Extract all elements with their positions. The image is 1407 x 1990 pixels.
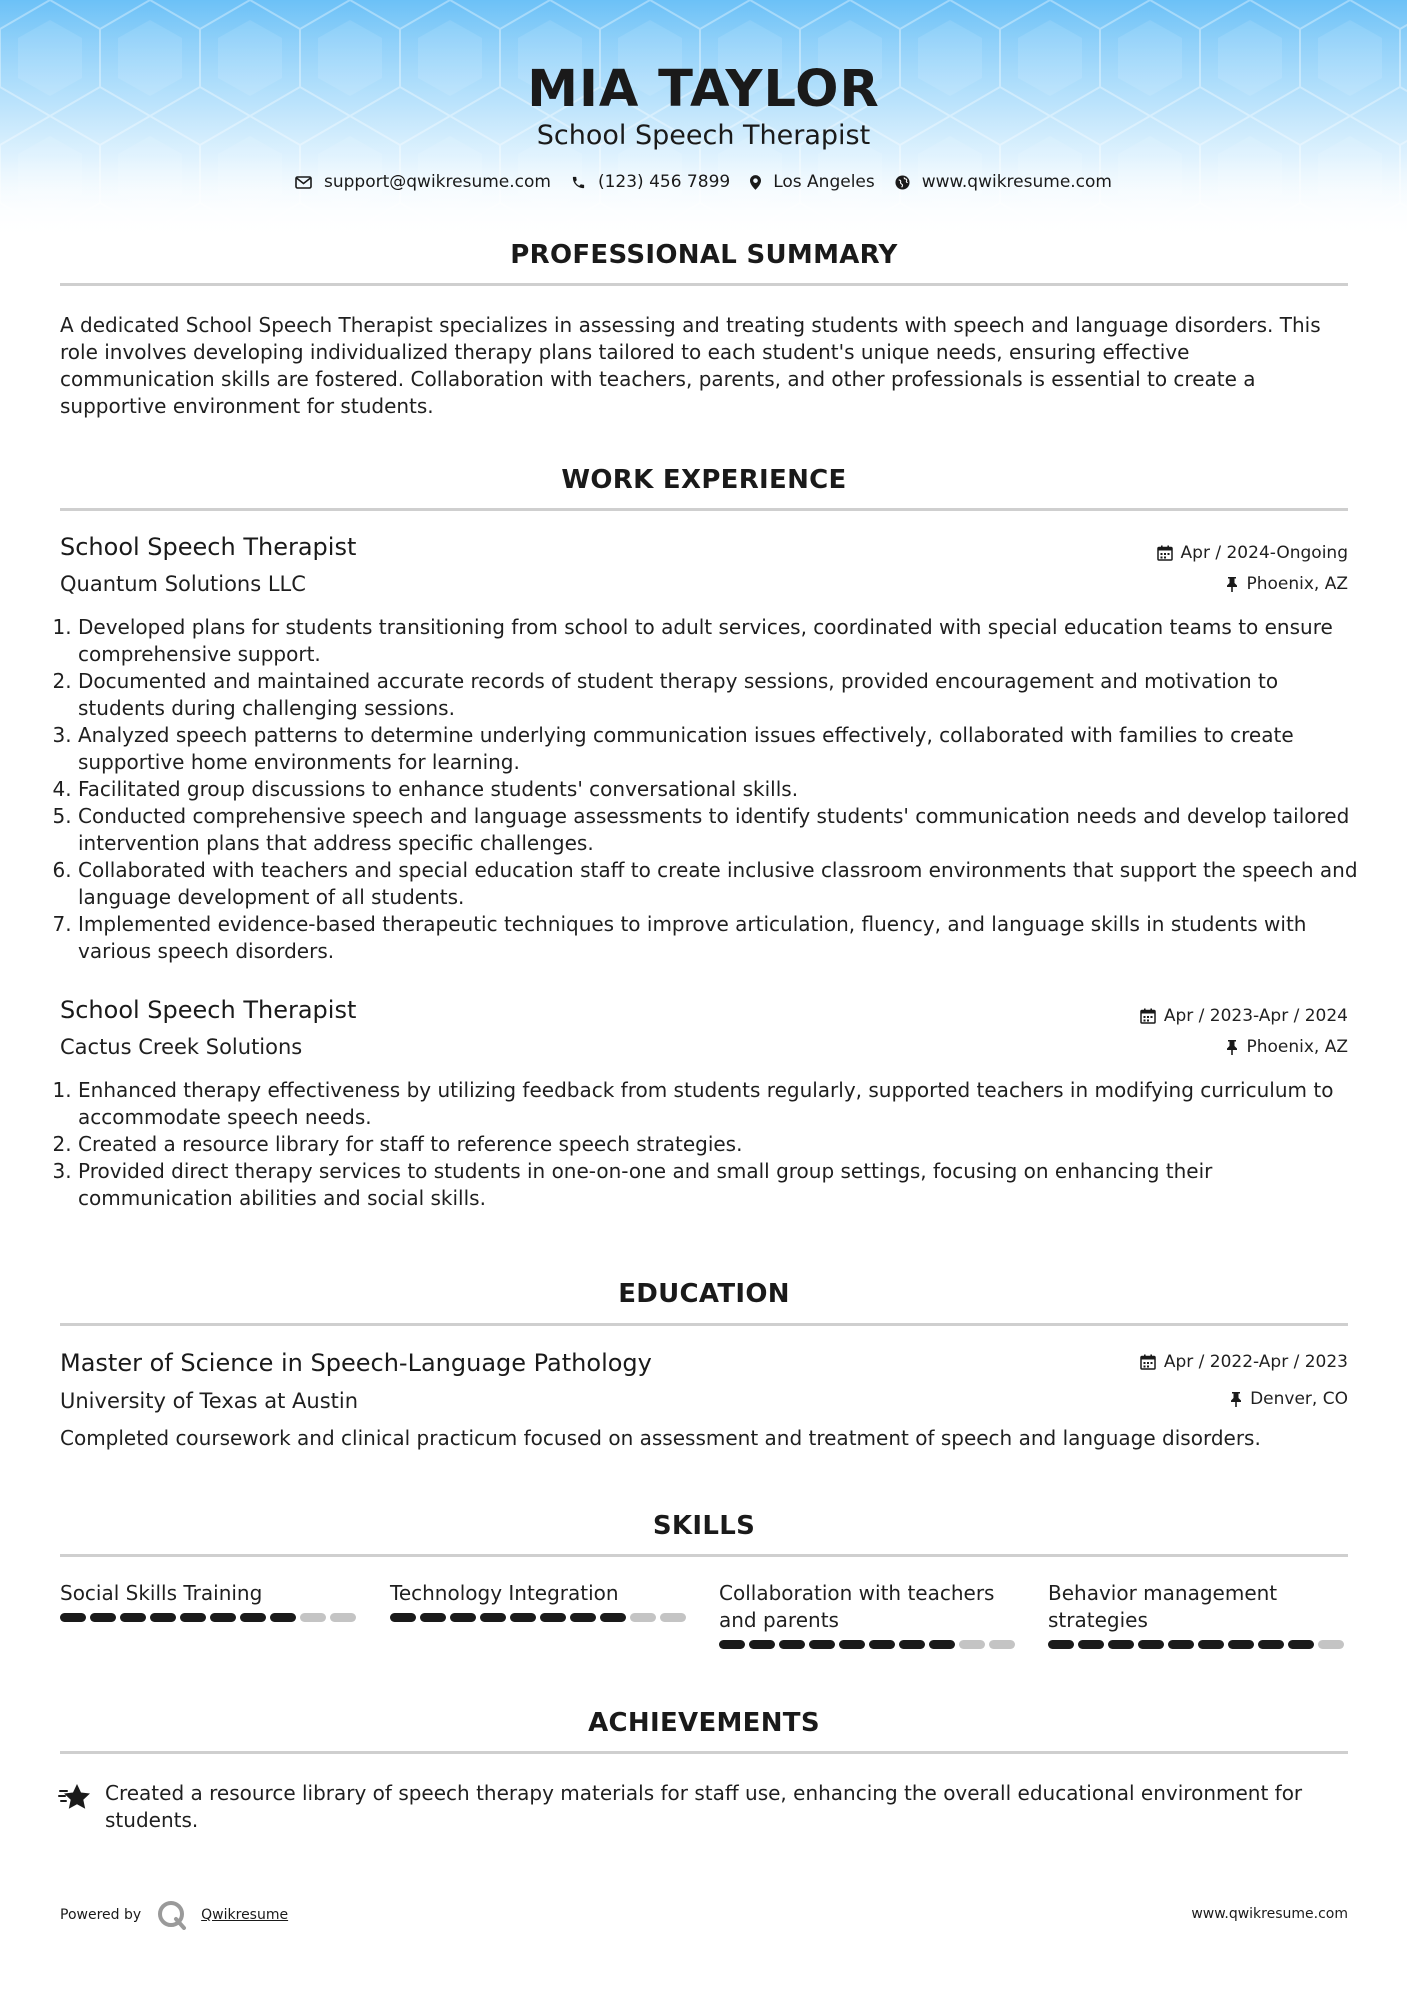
email-text: support@qwikresume.com bbox=[324, 172, 551, 192]
pushpin-icon bbox=[1226, 576, 1238, 592]
skill-segment-filled bbox=[90, 1613, 116, 1622]
contact-location bbox=[750, 172, 875, 192]
summary-heading: PROFESSIONAL SUMMARY bbox=[510, 240, 898, 270]
skill-segment-filled bbox=[390, 1613, 416, 1622]
star-award-icon bbox=[58, 1783, 92, 1815]
skill-segment-filled bbox=[1258, 1640, 1284, 1649]
skill-segment-filled bbox=[1288, 1640, 1314, 1649]
skill-segment-empty bbox=[300, 1613, 326, 1622]
list-item: 2. Documented and maintained accurate records of student therapy sessions, provided encouragement and motivation to students during challenging sessions. bbox=[78, 668, 1368, 722]
section-divider bbox=[60, 1751, 1348, 1754]
skill-segment-filled bbox=[809, 1640, 835, 1649]
skill-segment-filled bbox=[210, 1613, 236, 1622]
skill-segment-filled bbox=[1168, 1640, 1194, 1649]
section-divider bbox=[60, 1554, 1348, 1557]
skill-name: Social Skills Training bbox=[60, 1581, 263, 1605]
skill-segment-filled bbox=[600, 1613, 626, 1622]
skill-segment-filled bbox=[1048, 1640, 1074, 1649]
skill-level-bar bbox=[390, 1613, 690, 1622]
skill-name: Collaboration with teachers and parents bbox=[719, 1581, 995, 1632]
school-name: University of Texas at Austin bbox=[60, 1389, 359, 1413]
pushpin-icon bbox=[1226, 1039, 1238, 1055]
location-text: Los Angeles bbox=[773, 172, 875, 192]
list-item: 3. Provided direct therapy services to students in one-on-one and small group settings, focusing on enhancing their communication abilities and social skills. bbox=[78, 1158, 1368, 1212]
skill-segment-filled bbox=[719, 1640, 745, 1649]
job-dates bbox=[1140, 1006, 1348, 1026]
skill-segment-filled bbox=[480, 1613, 506, 1622]
skill-segment-empty bbox=[1318, 1640, 1344, 1649]
skill-item bbox=[390, 1580, 690, 1622]
calendar-icon bbox=[1157, 545, 1173, 561]
job-dates-text: Apr / 2023-Apr / 2024 bbox=[1163, 1006, 1348, 1026]
globe-icon bbox=[895, 175, 910, 190]
job-company: Cactus Creek Solutions bbox=[60, 1035, 303, 1059]
contact-email[interactable] bbox=[295, 172, 551, 192]
skill-name: Behavior management strategies bbox=[1048, 1581, 1278, 1632]
skill-segment-filled bbox=[510, 1613, 536, 1622]
education-description: Completed coursework and clinical practicum focused on assessment and treatment of speech and language disorders. bbox=[60, 1426, 1261, 1450]
skill-item bbox=[719, 1580, 1019, 1649]
skill-segment-filled bbox=[60, 1613, 86, 1622]
skill-segment-filled bbox=[150, 1613, 176, 1622]
job-title: School Speech Therapist bbox=[60, 533, 357, 561]
achievements-heading: ACHIEVEMENTS bbox=[588, 1708, 820, 1738]
calendar-icon bbox=[1140, 1354, 1156, 1370]
skill-segment-empty bbox=[959, 1640, 985, 1649]
map-pin-icon bbox=[750, 175, 761, 190]
skill-segment-filled bbox=[120, 1613, 146, 1622]
footer-website[interactable]: www.qwikresume.com bbox=[1191, 1906, 1348, 1922]
list-item: 2. Created a resource library for staff to reference speech strategies. bbox=[78, 1131, 1368, 1158]
skill-level-bar bbox=[60, 1613, 360, 1622]
candidate-title: School Speech Therapist bbox=[536, 120, 871, 151]
powered-by-label: Powered by bbox=[60, 1907, 142, 1923]
website-text: www.qwikresume.com bbox=[921, 172, 1112, 192]
education-location-text: Denver, CO bbox=[1250, 1389, 1348, 1409]
skill-segment-filled bbox=[749, 1640, 775, 1649]
list-item: 6. Collaborated with teachers and special education staff to create inclusive classroom environments that support the speech and language development of all students. bbox=[78, 857, 1368, 911]
contact-website[interactable] bbox=[895, 172, 1112, 192]
skill-segment-filled bbox=[450, 1613, 476, 1622]
job-company: Quantum Solutions LLC bbox=[60, 572, 306, 596]
skill-segment-filled bbox=[570, 1613, 596, 1622]
calendar-icon bbox=[1140, 1008, 1156, 1024]
achievement-text: Created a resource library of speech therapy materials for staff use, enhancing the overall educational environment for students. bbox=[105, 1781, 1303, 1832]
candidate-name: MIA TAYLOR bbox=[527, 60, 880, 119]
list-item: 5. Conducted comprehensive speech and language assessments to identify students' communication needs and develop tailored intervention plans that address specific challenges. bbox=[78, 803, 1368, 857]
job-duties-list bbox=[60, 1077, 1368, 1212]
section-divider bbox=[60, 508, 1348, 511]
skill-item bbox=[60, 1580, 360, 1622]
skills-heading: SKILLS bbox=[652, 1511, 756, 1541]
skill-segment-filled bbox=[1198, 1640, 1224, 1649]
skill-segment-filled bbox=[1228, 1640, 1254, 1649]
pushpin-icon bbox=[1230, 1391, 1242, 1407]
skill-level-bar bbox=[719, 1640, 1019, 1649]
section-divider bbox=[60, 283, 1348, 286]
skill-segment-filled bbox=[1108, 1640, 1134, 1649]
list-item: 3. Analyzed speech patterns to determine underlying communication issues effectively, collaborated with families to create supportive home environments for learning. bbox=[78, 722, 1368, 776]
qwikresume-logo-icon bbox=[157, 1900, 187, 1930]
skill-item bbox=[1048, 1580, 1348, 1649]
skill-segment-empty bbox=[660, 1613, 686, 1622]
section-divider bbox=[60, 1323, 1348, 1326]
skill-segment-empty bbox=[989, 1640, 1015, 1649]
qwikresume-link[interactable]: Qwikresume bbox=[201, 1907, 289, 1923]
job-title: School Speech Therapist bbox=[60, 996, 357, 1024]
summary-text: A dedicated School Speech Therapist specializes in assessing and treating students with speech and language disorders. This role involves developing individualized therapy plans tailored to each student's unique needs, ensuring effective communication skills are fostered. Collaboration with teachers, parents, and other professionals is essential to create a supportive environment for students. bbox=[60, 313, 1321, 418]
list-item: 7. Implemented evidence-based therapeutic techniques to improve articulation, fluency, and language skills in students with various speech disorders. bbox=[78, 911, 1368, 965]
skill-segment-filled bbox=[1138, 1640, 1164, 1649]
experience-heading: WORK EXPERIENCE bbox=[561, 465, 847, 495]
skill-segment-filled bbox=[420, 1613, 446, 1622]
contact-bar bbox=[0, 172, 1407, 192]
job-dates bbox=[1157, 543, 1348, 563]
skill-segment-filled bbox=[899, 1640, 925, 1649]
skill-segment-filled bbox=[839, 1640, 865, 1649]
footer-powered-by bbox=[60, 1900, 288, 1930]
degree-title: Master of Science in Speech-Language Pathology bbox=[60, 1349, 652, 1377]
skill-level-bar bbox=[1048, 1640, 1348, 1649]
list-item: 4. Facilitated group discussions to enhance students' conversational skills. bbox=[78, 776, 1368, 803]
list-item: 1. Enhanced therapy effectiveness by utilizing feedback from students regularly, supported teachers in modifying curriculum to accommodate speech needs. bbox=[78, 1077, 1368, 1131]
job-location-text: Phoenix, AZ bbox=[1246, 1037, 1348, 1057]
job-location bbox=[1226, 574, 1348, 594]
contact-phone[interactable] bbox=[571, 172, 730, 192]
skill-segment-empty bbox=[630, 1613, 656, 1622]
phone-text: (123) 456 7899 bbox=[597, 172, 731, 192]
list-item: 1. Developed plans for students transitioning from school to adult services, coordinated with special education teams to ensure comprehensive support. bbox=[78, 614, 1368, 668]
skill-name: Technology Integration bbox=[390, 1581, 619, 1605]
phone-icon bbox=[571, 175, 586, 190]
education-heading: EDUCATION bbox=[618, 1279, 790, 1309]
skill-segment-filled bbox=[929, 1640, 955, 1649]
skill-segment-filled bbox=[240, 1613, 266, 1622]
job-location-text: Phoenix, AZ bbox=[1246, 574, 1348, 594]
job-dates-text: Apr / 2024-Ongoing bbox=[1180, 543, 1348, 563]
education-location bbox=[1230, 1389, 1348, 1409]
education-dates-text: Apr / 2022-Apr / 2023 bbox=[1163, 1352, 1348, 1372]
skill-segment-filled bbox=[270, 1613, 296, 1622]
envelope-icon bbox=[295, 176, 312, 189]
skill-segment-filled bbox=[869, 1640, 895, 1649]
skill-segment-filled bbox=[180, 1613, 206, 1622]
job-location bbox=[1226, 1037, 1348, 1057]
education-dates bbox=[1140, 1352, 1348, 1372]
skill-segment-empty bbox=[330, 1613, 356, 1622]
skill-segment-filled bbox=[1078, 1640, 1104, 1649]
job-duties-list bbox=[60, 614, 1368, 965]
skill-segment-filled bbox=[779, 1640, 805, 1649]
skill-segment-filled bbox=[540, 1613, 566, 1622]
